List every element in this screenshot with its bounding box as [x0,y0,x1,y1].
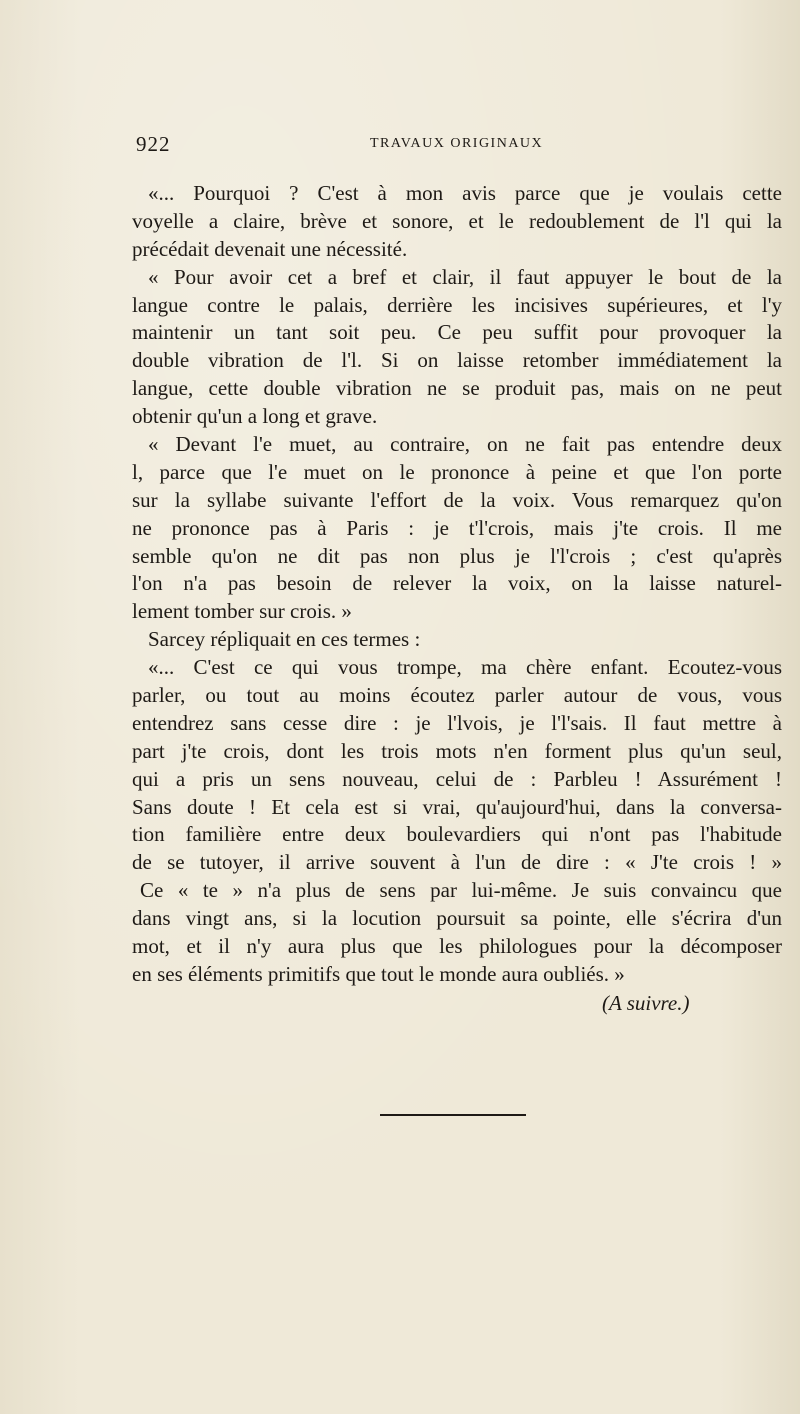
text-line: double vibration de l'l. Si on laisse retomber immédiatement la [132,348,782,373]
text-line: langue contre le palais, derrière les incisives supérieures, et l'y [132,292,782,317]
text-line: « Devant l'e muet, au contraire, on ne fait pas entendre deux [148,432,782,457]
text-line: voyelle a claire, brève et sonore, et le redoublement de l'l qui la [132,208,782,233]
text-line: «... Pourquoi ? C'est à mon avis parce que je voulais cette [148,181,782,205]
text-line: sur la syllabe suivante l'effort de la voix. Vous remarquez qu'on [132,487,782,512]
to-be-continued-note: (A suivre.) [602,990,690,1015]
text-line: tion familière entre deux boulevardiers qui n'ont pas l'habitude [132,822,782,847]
text-line: part j'te crois, dont les trois mots n'en forment plus qu'un seul, [132,738,782,763]
text-line: Ce « te » n'a plus de sens par lui-même. Je suis convaincu que [140,878,782,903]
text-line: mot, et il n'y aura plus que les philologues pour la décomposer [132,934,782,959]
running-head: TRAVAUX ORIGINAUX [370,136,544,151]
text-line: l'on n'a pas besoin de relever la voix, on la laisse naturel- [132,571,782,596]
text-line: langue, cette double vibration ne se produit pas, mais on ne peut [132,376,782,401]
text-line: de se tutoyer, il arrive souvent à l'un de dire : « J'te crois ! » [132,850,782,875]
text-line: maintenir un tant soit peu. Ce peu suffit pour provoquer la [132,320,782,345]
text-line: parler, ou tout au moins écoutez parler autour de vous, vous [132,683,782,708]
text-line: lement tomber sur crois. » [132,599,352,624]
page-number: 922 [136,132,171,156]
text-line: obtenir qu'un a long et grave. [132,404,378,429]
body-text [132,180,782,1017]
text-line: Sarcey répliquait en ces termes : [148,627,421,652]
text-line: «... C'est ce qui vous trompe, ma chère enfant. Ecoutez-vous [148,655,782,680]
text-line: Sans doute ! Et cela est si vrai, qu'aujourd'hui, dans la conversa- [132,794,782,819]
text-line: entendrez sans cesse dire : je l'lvois, je l'l'sais. Il faut mettre à [132,710,782,735]
text-line: ne prononce pas à Paris : je t'l'crois, mais j'te crois. Il me [132,515,782,540]
text-line: qui a pris un sens nouveau, celui de : Parbleu ! Assurément ! [132,766,782,791]
text-line: précédait devenait une nécessité. [132,236,408,261]
text-line: l, parce que l'e muet on le prononce à peine et que l'on porte [132,459,782,484]
page-header [132,132,782,158]
text-line: en ses éléments primitifs que tout le monde aura oubliés. » [132,961,625,986]
end-rule [380,1114,526,1116]
text-line: semble qu'on ne dit pas non plus je l'l'crois ; c'est qu'après [132,543,782,568]
text-line: « Pour avoir cet a bref et clair, il faut appuyer le bout de la [148,264,782,289]
text-line: dans vingt ans, si la locution poursuit sa pointe, elle s'écrira d'un [132,906,782,931]
